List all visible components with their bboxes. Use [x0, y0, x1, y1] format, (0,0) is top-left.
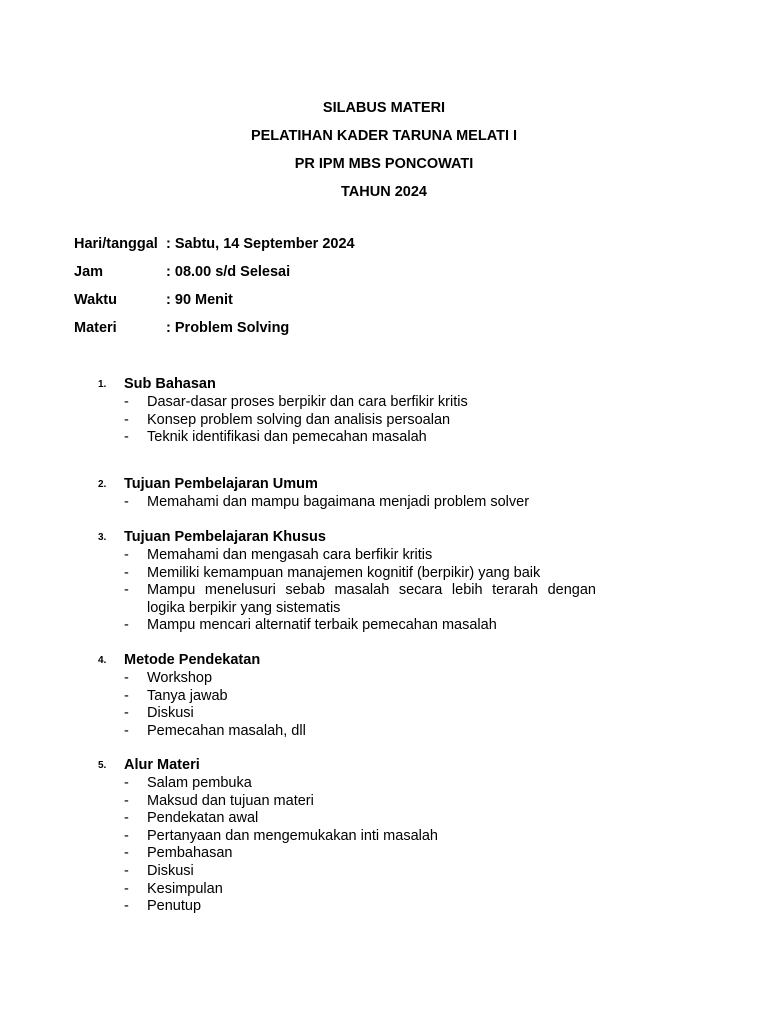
list-item [98, 881, 596, 899]
item-text: Pembahasan [147, 845, 233, 862]
dash-bullet: - [124, 775, 129, 791]
list-item [98, 617, 596, 635]
dash-bullet: - [124, 810, 129, 827]
dash-bullet: - [124, 705, 129, 722]
title-line: TAHUN 2024 [341, 184, 427, 200]
info-label: Jam [74, 264, 104, 280]
title-line: SILABUS MATERI [322, 100, 446, 116]
item-text: Diskusi [147, 862, 194, 879]
item-text: Tanya jawab [147, 687, 228, 704]
list-item [98, 565, 596, 583]
dash-bullet: - [124, 582, 129, 599]
section-title: Metode Pendekatan [124, 652, 261, 668]
list-item [98, 793, 596, 811]
item-text: Pemecahan masalah, dll [147, 722, 306, 739]
list-item [98, 810, 596, 828]
list-item [98, 394, 596, 412]
info-label: Waktu [74, 292, 117, 308]
dash-bullet: - [124, 898, 129, 915]
dash-bullet: - [124, 429, 129, 446]
section-number: 4. [98, 655, 107, 666]
dash-bullet: - [124, 722, 129, 739]
info-value: Problem Solving [174, 320, 290, 336]
dash-bullet: - [124, 547, 129, 563]
document-title-block [0, 94, 768, 206]
section-items [98, 547, 618, 635]
dash-bullet: - [124, 792, 129, 809]
section-items [98, 394, 618, 447]
info-value: Sabtu, 14 September 2024 [174, 236, 355, 252]
item-text: Kesimpulan [147, 880, 223, 897]
info-separator: : [166, 236, 171, 252]
list-item [98, 775, 596, 793]
item-text: Memahami dan mengasah cara berfikir kritis [147, 547, 433, 563]
info-value: 08.00 s/d Selesai [174, 264, 291, 280]
dash-bullet: - [124, 411, 129, 428]
list-item [98, 688, 596, 706]
info-block [74, 232, 355, 344]
info-row-time [74, 260, 355, 288]
item-text: Konsep problem solving dan analisis persoalan [147, 411, 451, 428]
title-line: PELATIHAN KADER TARUNA MELATI I [250, 128, 518, 144]
item-text: Salam pembuka [147, 775, 252, 791]
dash-bullet: - [124, 670, 129, 686]
section-heading [98, 474, 618, 494]
dash-bullet: - [124, 617, 129, 634]
section-title: Alur Materi [124, 757, 200, 773]
section-number: 2. [98, 479, 107, 490]
info-row-duration [74, 288, 355, 316]
dash-bullet: - [124, 827, 129, 844]
section-items [98, 670, 618, 740]
section-tujuan-khusus [98, 527, 618, 635]
section-number: 3. [98, 532, 107, 543]
info-separator: : [166, 292, 171, 308]
info-separator: : [166, 320, 171, 336]
list-item [98, 582, 596, 617]
item-text: Dasar-dasar proses berpikir dan cara berfikir kritis [147, 394, 468, 410]
item-text: Diskusi [147, 705, 194, 722]
section-title: Tujuan Pembelajaran Umum [124, 476, 318, 492]
section-heading [98, 527, 618, 547]
section-items [98, 494, 618, 512]
section-heading [98, 755, 618, 775]
item-text: Maksud dan tujuan materi [147, 792, 314, 809]
item-text: Pendekatan awal [147, 810, 259, 827]
section-tujuan-umum [98, 474, 618, 512]
section-items [98, 775, 618, 916]
info-label: Hari/tanggal [74, 236, 158, 252]
list-item [98, 670, 596, 688]
item-text: Mampu menelusuri sebab masalah secara lebih terarah dengan logika berpikir yang sistematis [147, 582, 596, 616]
list-item [98, 412, 596, 430]
section-heading [98, 374, 618, 394]
info-label: Materi [74, 320, 117, 336]
dash-bullet: - [124, 845, 129, 862]
item-text: Pertanyaan dan mengemukakan inti masalah [147, 827, 438, 844]
item-text: Penutup [147, 898, 202, 915]
section-number: 5. [98, 760, 107, 771]
item-text: Memahami dan mampu bagaimana menjadi problem solver [147, 494, 530, 510]
list-item [98, 429, 596, 447]
item-text: Workshop [147, 670, 213, 686]
list-item [98, 863, 596, 881]
dash-bullet: - [124, 564, 129, 581]
info-value: 90 Menit [174, 292, 233, 308]
dash-bullet: - [124, 494, 129, 510]
section-heading [98, 650, 618, 670]
section-metode-pendekatan [98, 650, 618, 740]
list-item [98, 547, 596, 565]
title-line: PR IPM MBS PONCOWATI [294, 156, 474, 172]
list-item [98, 705, 596, 723]
dash-bullet: - [124, 687, 129, 704]
list-item [98, 723, 596, 741]
list-item [98, 845, 596, 863]
item-text: Mampu mencari alternatif terbaik pemecahan masalah [147, 617, 497, 634]
list-item [98, 898, 596, 916]
info-row-material [74, 316, 355, 344]
item-text: Teknik identifikasi dan pemecahan masalah [147, 429, 427, 446]
section-sub-bahasan [98, 374, 618, 447]
dash-bullet: - [124, 862, 129, 879]
section-title: Sub Bahasan [124, 376, 216, 392]
list-item [98, 494, 596, 512]
item-text: Memiliki kemampuan manajemen kognitif (berpikir) yang baik [147, 564, 541, 581]
info-row-date [74, 232, 355, 260]
dash-bullet: - [124, 394, 129, 410]
list-item [98, 828, 596, 846]
section-number: 1. [98, 379, 107, 390]
section-title: Tujuan Pembelajaran Khusus [124, 529, 326, 545]
section-alur-materi [98, 755, 618, 916]
info-separator: : [166, 264, 171, 280]
dash-bullet: - [124, 880, 129, 897]
